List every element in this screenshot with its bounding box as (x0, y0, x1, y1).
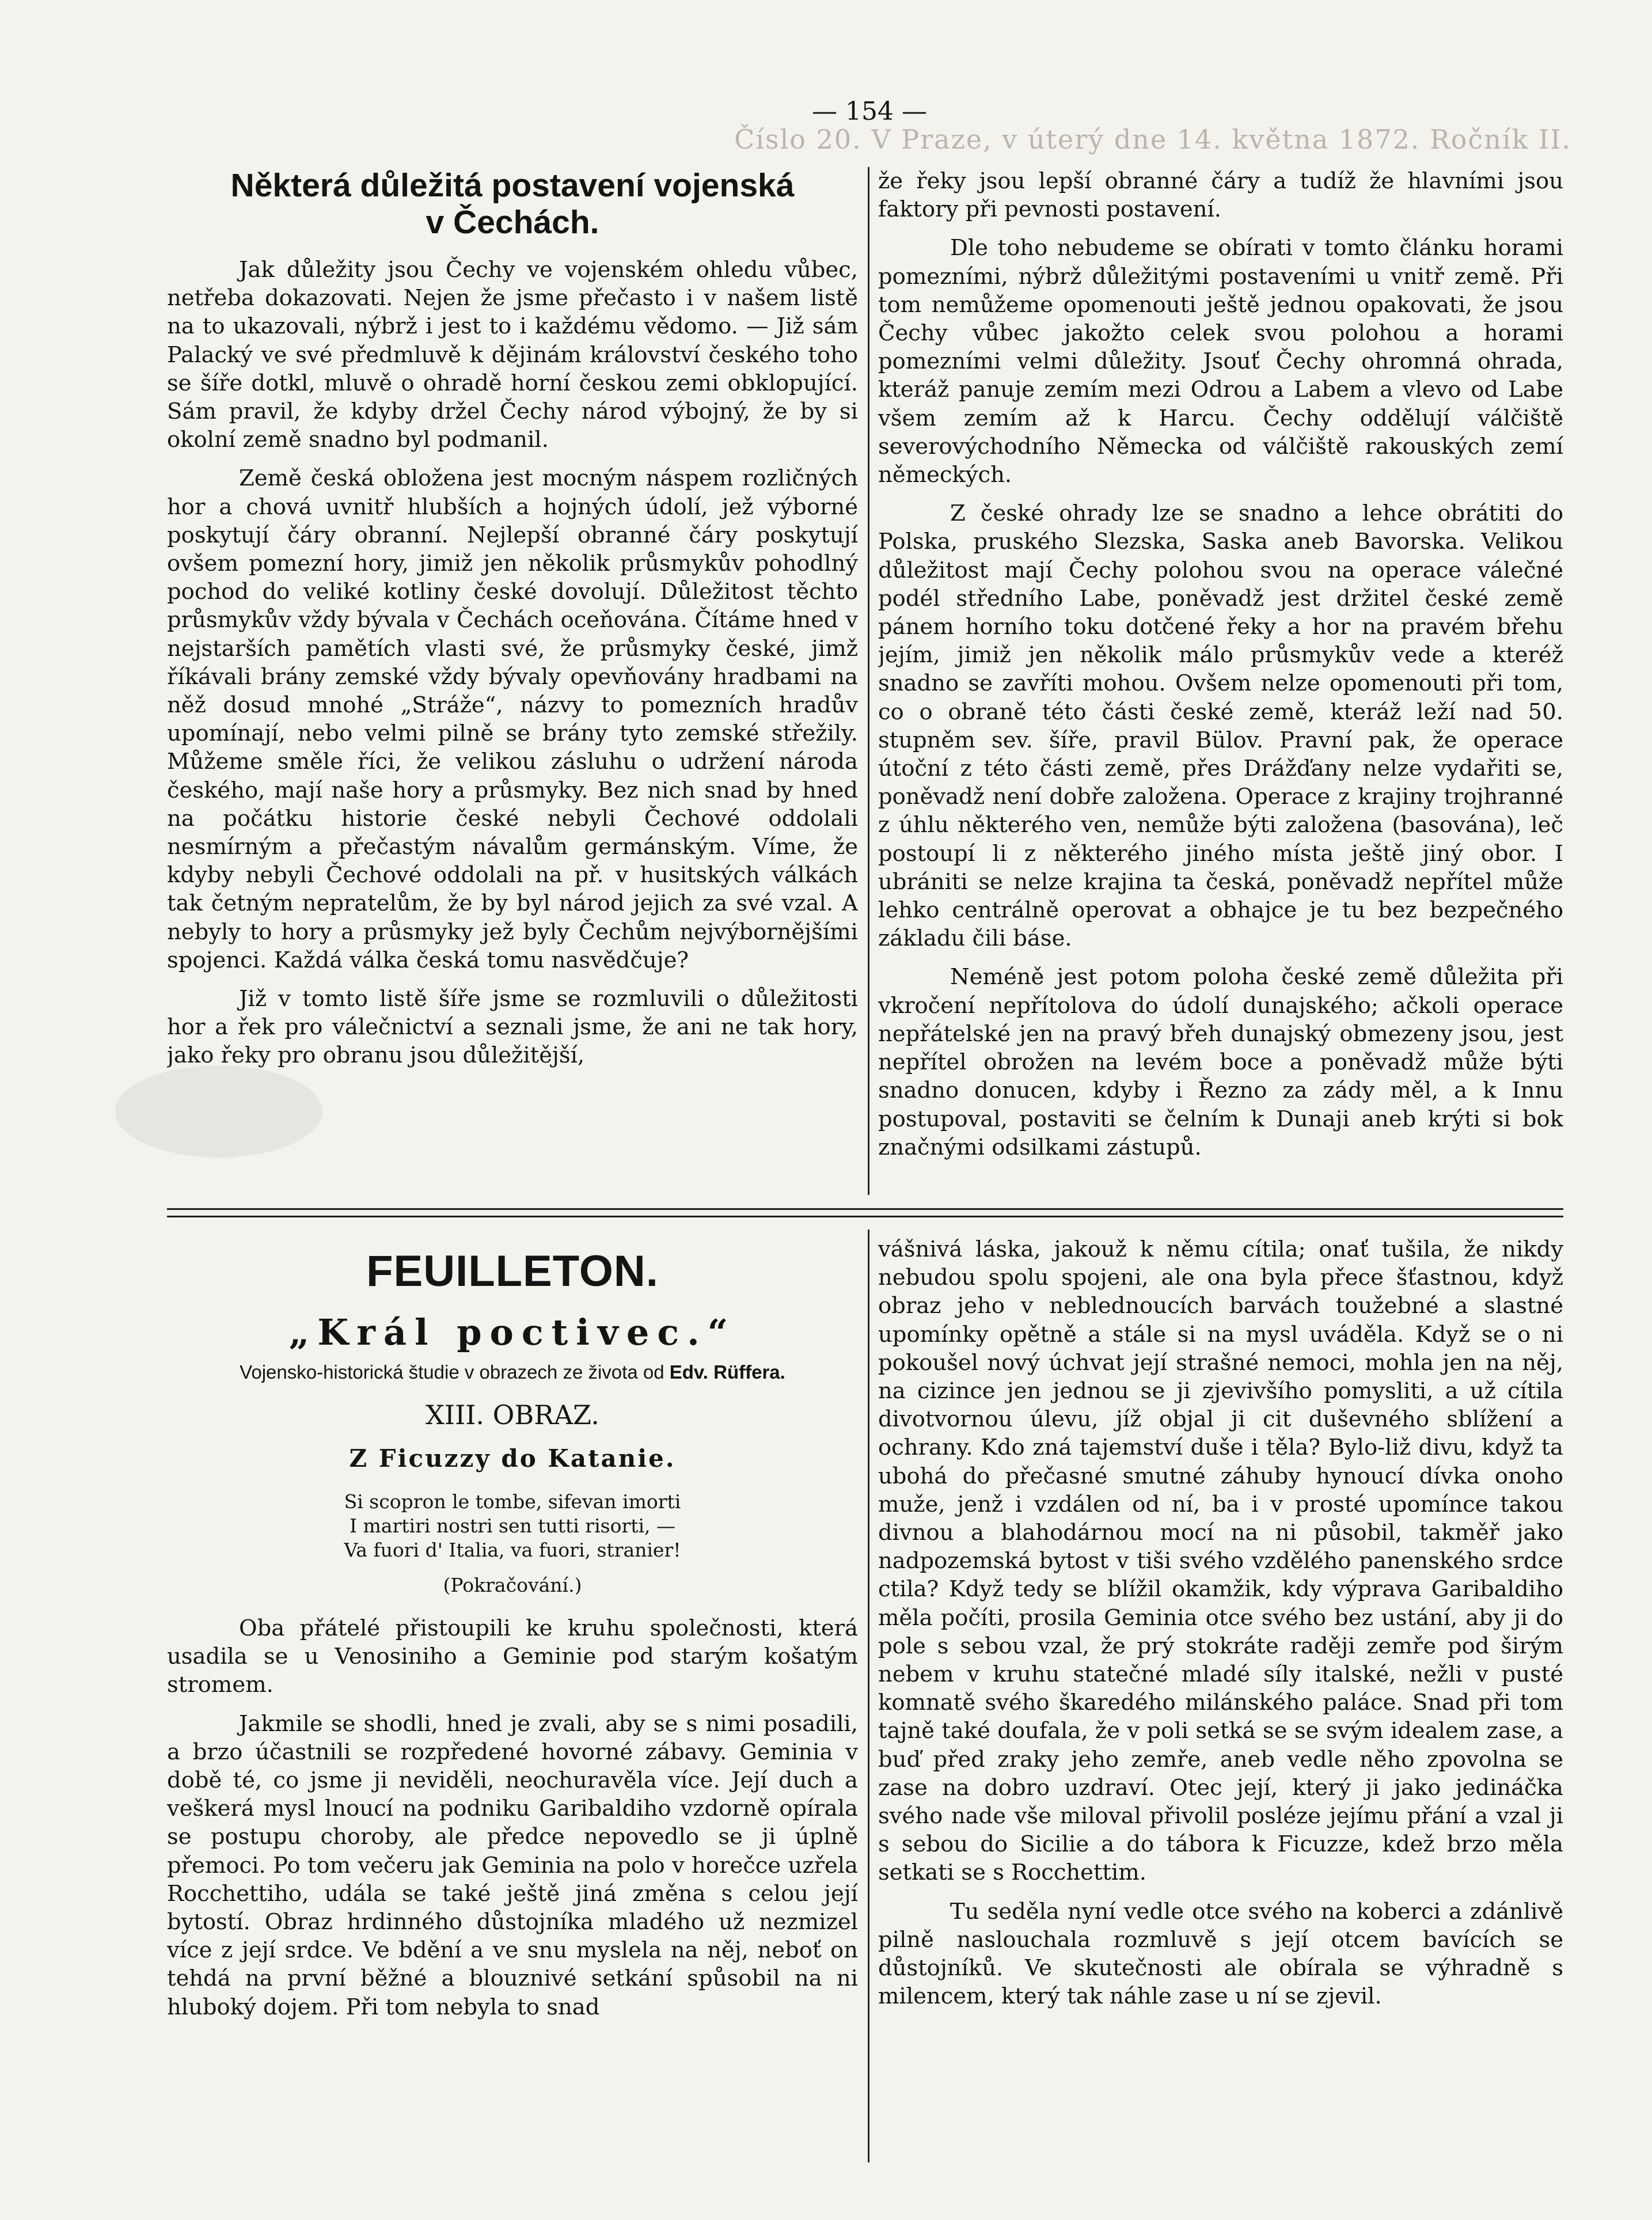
motto-line: Si scopron le tombe, sifevan imorti (344, 1490, 681, 1513)
motto-line: Va fuori d' Italia, va fuori, stranier! (344, 1539, 681, 1561)
story-paragraph: Tu seděla nyní vedle otce svého na koberci a zdánlivě pilně naslouchala rozmluvě s její otcem bavících se důstojníků. Ve skutečnosti ale obírala se výhradně s milencem, který tak náhle zase u ní se zjevil. (878, 1898, 1563, 2010)
bleed-through-header: Číslo 20. V Praze, v úterý dne 14. května 1872. Ročník II. (734, 124, 1571, 155)
continued-note: (Pokračování.) (443, 1574, 582, 1596)
story-paragraph: Oba přátelé přistoupili ke kruhu společnosti, která usadila se u Venosiniho a Geminie pod starým košatým stromem. (167, 1615, 858, 1698)
motto-line: I martiri nostri sen tutti risorti, — (349, 1515, 676, 1537)
article-column-right (878, 167, 1563, 1201)
page-number: — 154 — (812, 97, 927, 126)
story-paragraph: Jakmile se shodli, hned je zvali, aby se s nimi posadili, a brzo účastnili se rozpředené hovorné zábavy. Geminia v době té, co jsme ji neviděli, neochuravěla více. Její duch a veškerá mysl lnoucí na podniku Garibaldiho vzdorně opírala se postupu choroby, ale předce nepovedlo se ji úplně přemoci. Po tom večeru jak Geminia na polo v horečce uzřela Rocchettiho, udála se také ještě jiná změna s celou její bytostí. Obraz hrdinného důstojníka mladého už nezmizel více z její srdce. Ve bdění a ve snu myslela na něj, neboť on tehdá na první běžné a blouznivé setkání spůsobil na ni hluboký dojem. Při tom nebyla to snad (167, 1710, 858, 2020)
column-divider-bottom (868, 1229, 869, 2162)
story-author: Edv. Rüffera. (669, 1361, 785, 1383)
story-title: „Král poctivec.“ (288, 1311, 736, 1353)
article-paragraph: že řeky jsou lepší obranné čáry a tudíž že hlavními jsou faktory při pevnosti postavení. (878, 168, 1563, 223)
article-paragraph: Již v tomto listě šíře jsme se rozmluvili o důležitosti hor a řek pro válečnictví a seznali jsme, že ani ne tak hory, jako řeky pro obranu jsou důležitější, (167, 986, 858, 1069)
story-subtitle-text: Vojensko-historická študie v obrazech ze života od (240, 1361, 664, 1383)
section-separator-upper (167, 1208, 1563, 1210)
story-subtitle (167, 1360, 858, 1385)
article-paragraph: Země česká obložena jest mocným náspem rozličných hor a chová uvnitř hlubších a hojných údolí, jež výborné poskytují čáry obranní. Nejlepší obranné čáry poskytují ovšem pomezní hory, jimiž jen několik průsmykův pohodlný pochod do veliké kotliny české dovolují. Důležitost těchto průsmykův vždy bývala v Čechách oceňována. Čítáme hned v nejstarších pamětích vlasti své, že průsmyky české, jimž říkávali brány zemské vždy bývaly opevňovány hradbami na něž dosud mnohé „Stráže“, názvy to pomezních hradův upomínají, nebo velmi pilně se brány tyto zemské střežily. Můžeme směle říci, že velikou zásluhu o udržení národa českého, mají naše hory a průsmyky. Bez nich snad by hned na počátku historie české nebyli Čechové oddolali nesmírným a přečastým návalům germánským. Víme, že kdyby nebyli Čechové oddolali na př. v husitských válkách tak četným nepratelům, že by byl národ jejich za své vzal. A nebyly to hory a průsmyky jež byly Čechům nejvýbornějšími spojenci. Každá válka česká tomu nasvědčuje? (167, 465, 858, 973)
chapter-heading: XIII. OBRAZ. (426, 1399, 599, 1430)
article-paragraph: Z české ohrady lze se snadno a lehce obrátiti do Polska, pruského Slezska, Saska aneb Bavorska. Velikou důležitost mají Čechy polohou svou na operace válečné podél středního Labe, poněvadž jest držitel české země pánem horního toku dotčené řeky a hor na pravém břehu jejím, jimiž jen několik málo průsmykův vede a kteréž snadno se zavříti mohou. Ovšem nelze opomenouti při tom, co o obraně této části české země, kteráž leží nad 50. stupněm sev. šíře, pravil Bülov. Pravní pak, že operace útoční z této části země, přes Drážďany nelze vydařiti se, poněvadž není dobře založena. Operace z krajiny trojhranné z úhlu některého ven, nemůže býti založena (basována), leč postoupí li z některého jiného místa ještě jiný obor. I ubrániti se nelze krajina ta česká, poněvadž nepřítel může lehko centrálně operovat a obhajce je tu bez bezpečného základu čili báse. (878, 500, 1563, 952)
article-title (167, 167, 858, 241)
feuilleton-column-left (167, 1235, 858, 2162)
feuilleton-column-right (878, 1235, 1563, 2162)
story-paragraph: vášnivá láska, jakouž k němu cítila; onať tušila, že nikdy nebudou spolu spojeni, ale ona byla přece šťastnou, když obraz jeho v neblednoucích barvách toužebné a slastné upomínky opětně a stále si na mysl uváděla. Když se o ni pokoušel nový úchvat její strašné nemoci, mohla jen na něj, na cizince jen jednou se ji zjevivšího pomysliti, a už cítila divotvornou úlevu, jíž objal ji cit duševného sblížení a ochrany. Kdo zná tajemství duše i těla? Bylo-liž divu, když ta ubohá do přečasné smutné záhuby hynoucí dívka onoho muže, jenž i vzdálen od ní, ba i v prosté upomínce takou divnou a blahodárnou mocí na ni působil, takměř jako nadpozemská bytost v tiši svého vzdělého panenského srdce ctila? Když tedy se blížil okamžik, kdy výprava Garibaldiho měla počíti, prosila Geminia otce svého bez ustání, aby ji do pole s sebou vzal, že prý stokráte raději zemře pod širým nebem v kruhu statečné mladé síly italské, nežli v pusté komnatě svého škaredého milánského paláce. Snad při tom tajně také doufala, že v poli setká se se svým idealem zase, a buď před zraky jeho zemře, aneb vedle něho zpovolna se zase na dobro uzdraví. Otec její, který ji jako jedináčka svého nade vše miloval přivolil posléze jejímu přání a vzal ji s sebou do Sicilie a do tábora k Ficuzze, kdež brzo měla setkati se s Rocchettim. (878, 1236, 1563, 1886)
feuilleton-heading: FEUILLETON. (366, 1247, 659, 1296)
article-paragraph: Neméně jest potom poloha české země důležita při vkročení nepřítolova do údolí dunajského; ačkoli operace nepřátelské jen na pravý břeh dunajský obmezeny jsou, jest nepřítel obrožen na levém boce a poněvadž může býti snadno donucen, kdyby i Řezno za zády měl, a k Innu postupoval, postaviti se čelním k Dunaji aneb krýti si bok značnými odsilkami zástupů. (878, 964, 1563, 1160)
article-column-left (167, 167, 858, 1201)
column-divider-top (868, 167, 869, 1195)
article-paragraph: Dle toho nebudeme se obírati v tomto článku horami pomezními, nýbrž důležitými postaveními u vnitř země. Při tom nemůžeme opomenouti ještě jednou opakovati, že jsou Čechy vůbec jakožto celek svou polohou a horami pomezními velmi důležity. Jsouť Čechy ohromná ohrada, kteráž panuje zemím mezi Odrou a Labem a vlevo od Labe všem zemím až k Harcu. Čechy oddělují válčiště severovýchodního Německa od válčiště rakouských zemí německých. (878, 235, 1563, 488)
chapter-subtitle: Z Ficuzzy do Katanie. (349, 1444, 676, 1473)
article-title-line-2: v Čechách. (426, 204, 599, 241)
section-separator-lower (167, 1216, 1563, 1217)
motto (305, 1490, 720, 1562)
article-paragraph: Jak důležity jsou Čechy ve vojenském ohledu vůbec, netřeba dokazovati. Nejen že jsme přečasto i v našem listě na to ukazovali, nýbrž i jest to i každému vědomo. — Již sám Palacký ve své předmluvě k dějinám království českého toho se šíře dotkl, mluvě o ohradě horní českou zemi obklopující. Sám pravil, že kdyby držel Čechy národ výbojný, že by si okolní země snadno byl podmanil. (167, 257, 858, 453)
article-title-line-1: Některá důležitá postavení vojenská (230, 167, 795, 204)
